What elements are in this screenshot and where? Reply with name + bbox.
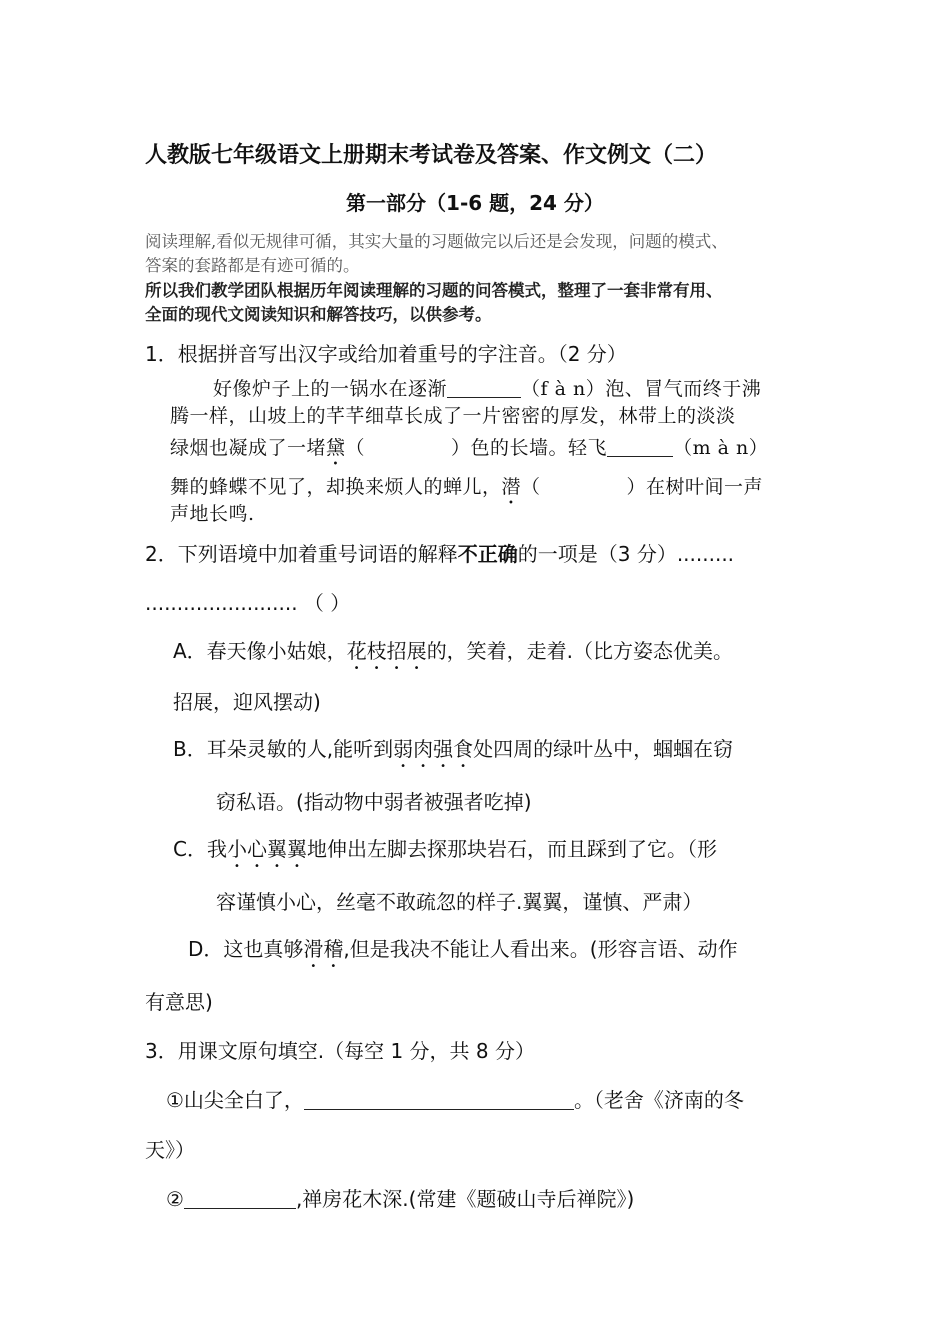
emphasized-phrase: 小心翼翼: [226, 837, 307, 861]
answer-blank[interactable]: [184, 1190, 296, 1209]
option-d-continued: 有意思): [145, 990, 213, 1014]
option-b-continued: 窃私语。(指动物中弱者被强者吃掉): [216, 790, 532, 814]
emphasized-phrase: 滑稽: [303, 937, 344, 961]
question-3-item-1: ①山尖全白了， 。（老舍《济南的冬: [166, 1088, 744, 1112]
emphasized-phrase: 花枝招展: [346, 639, 427, 663]
option-a-continued: 招展，迎风摆动): [173, 690, 321, 714]
intro-line-3: 所以我们教学团队根据历年阅读理解的习题的问答模式，整理了一套非常有用、: [145, 281, 723, 300]
question-1-text-line-4: 舞的蜂蝶不见了，却换来烦人的蝉儿，潜（ ）在树叶间一声: [170, 476, 764, 498]
option-d[interactable]: D．这也真够滑稽,但是我决不能让人看出来。(形容言语、动作: [188, 937, 738, 961]
intro-line-2: 答案的套路都是有迹可循的。: [145, 256, 360, 275]
answer-blank[interactable]: [304, 1091, 574, 1110]
question-1-heading: 1．根据拼音写出汉字或给加着重号的字注音。（2 分）: [145, 342, 627, 366]
question-1-text-line-5: 声地长鸣.: [170, 503, 255, 525]
question-2-answer-bracket: ........................ （ ）: [145, 591, 351, 615]
emphasized-character: 黛: [326, 437, 346, 459]
intro-line-4: 全面的现代文阅读知识和解答技巧，以供参考。: [145, 305, 492, 324]
emphasized-character: 潜: [501, 476, 522, 498]
answer-blank[interactable]: [607, 438, 673, 457]
question-3-item-1-continued: 天》）: [145, 1138, 195, 1162]
question-2-heading: 2．下列语境中加着重号词语的解释不正确的一项是（3 分）.........: [145, 542, 735, 566]
document-title: 人教版七年级语文上册期末考试卷及答案、作文例文（二）: [145, 143, 718, 168]
answer-blank[interactable]: [447, 379, 521, 398]
section-heading: 第一部分（1-6 题，24 分）: [346, 191, 604, 215]
question-1-text-line-2: 腾一样，山坡上的芊芊细草长成了一片密密的厚发，林带上的淡淡: [170, 405, 736, 427]
option-c-continued: 容谨慎小心，丝毫不敢疏忽的样子.翼翼，谨慎、严肃）: [216, 890, 703, 914]
option-b[interactable]: B．耳朵灵敏的人,能听到弱肉强食处四周的绿叶丛中，蝈蝈在窃: [173, 737, 734, 761]
question-1-text-line-3: 绿烟也凝成了一堵黛（ ）色的长墙。轻飞 （m à n）: [170, 437, 769, 459]
option-c[interactable]: C．我小心翼翼地伸出左脚去探那块岩石，而且踩到了它。（形: [173, 837, 717, 861]
intro-line-1: 阅读理解,看似无规律可循，其实大量的习题做完以后还是会发现，问题的模式、: [145, 232, 728, 251]
question-3-item-2: ② ,禅房花木深.(常建《题破山寺后禅院》): [166, 1187, 635, 1211]
option-a[interactable]: A．春天像小姑娘，花枝招展的，笑着，走着.（比方姿态优美。: [173, 639, 734, 663]
question-3-heading: 3．用课文原句填空.（每空 1 分，共 8 分）: [145, 1039, 535, 1063]
emphasized-phrase: 弱肉强食: [393, 737, 474, 761]
question-1-text-line-1: 好像炉子上的一锅水在逐渐 （f à n）泡、冒气而终于沸: [213, 378, 762, 400]
